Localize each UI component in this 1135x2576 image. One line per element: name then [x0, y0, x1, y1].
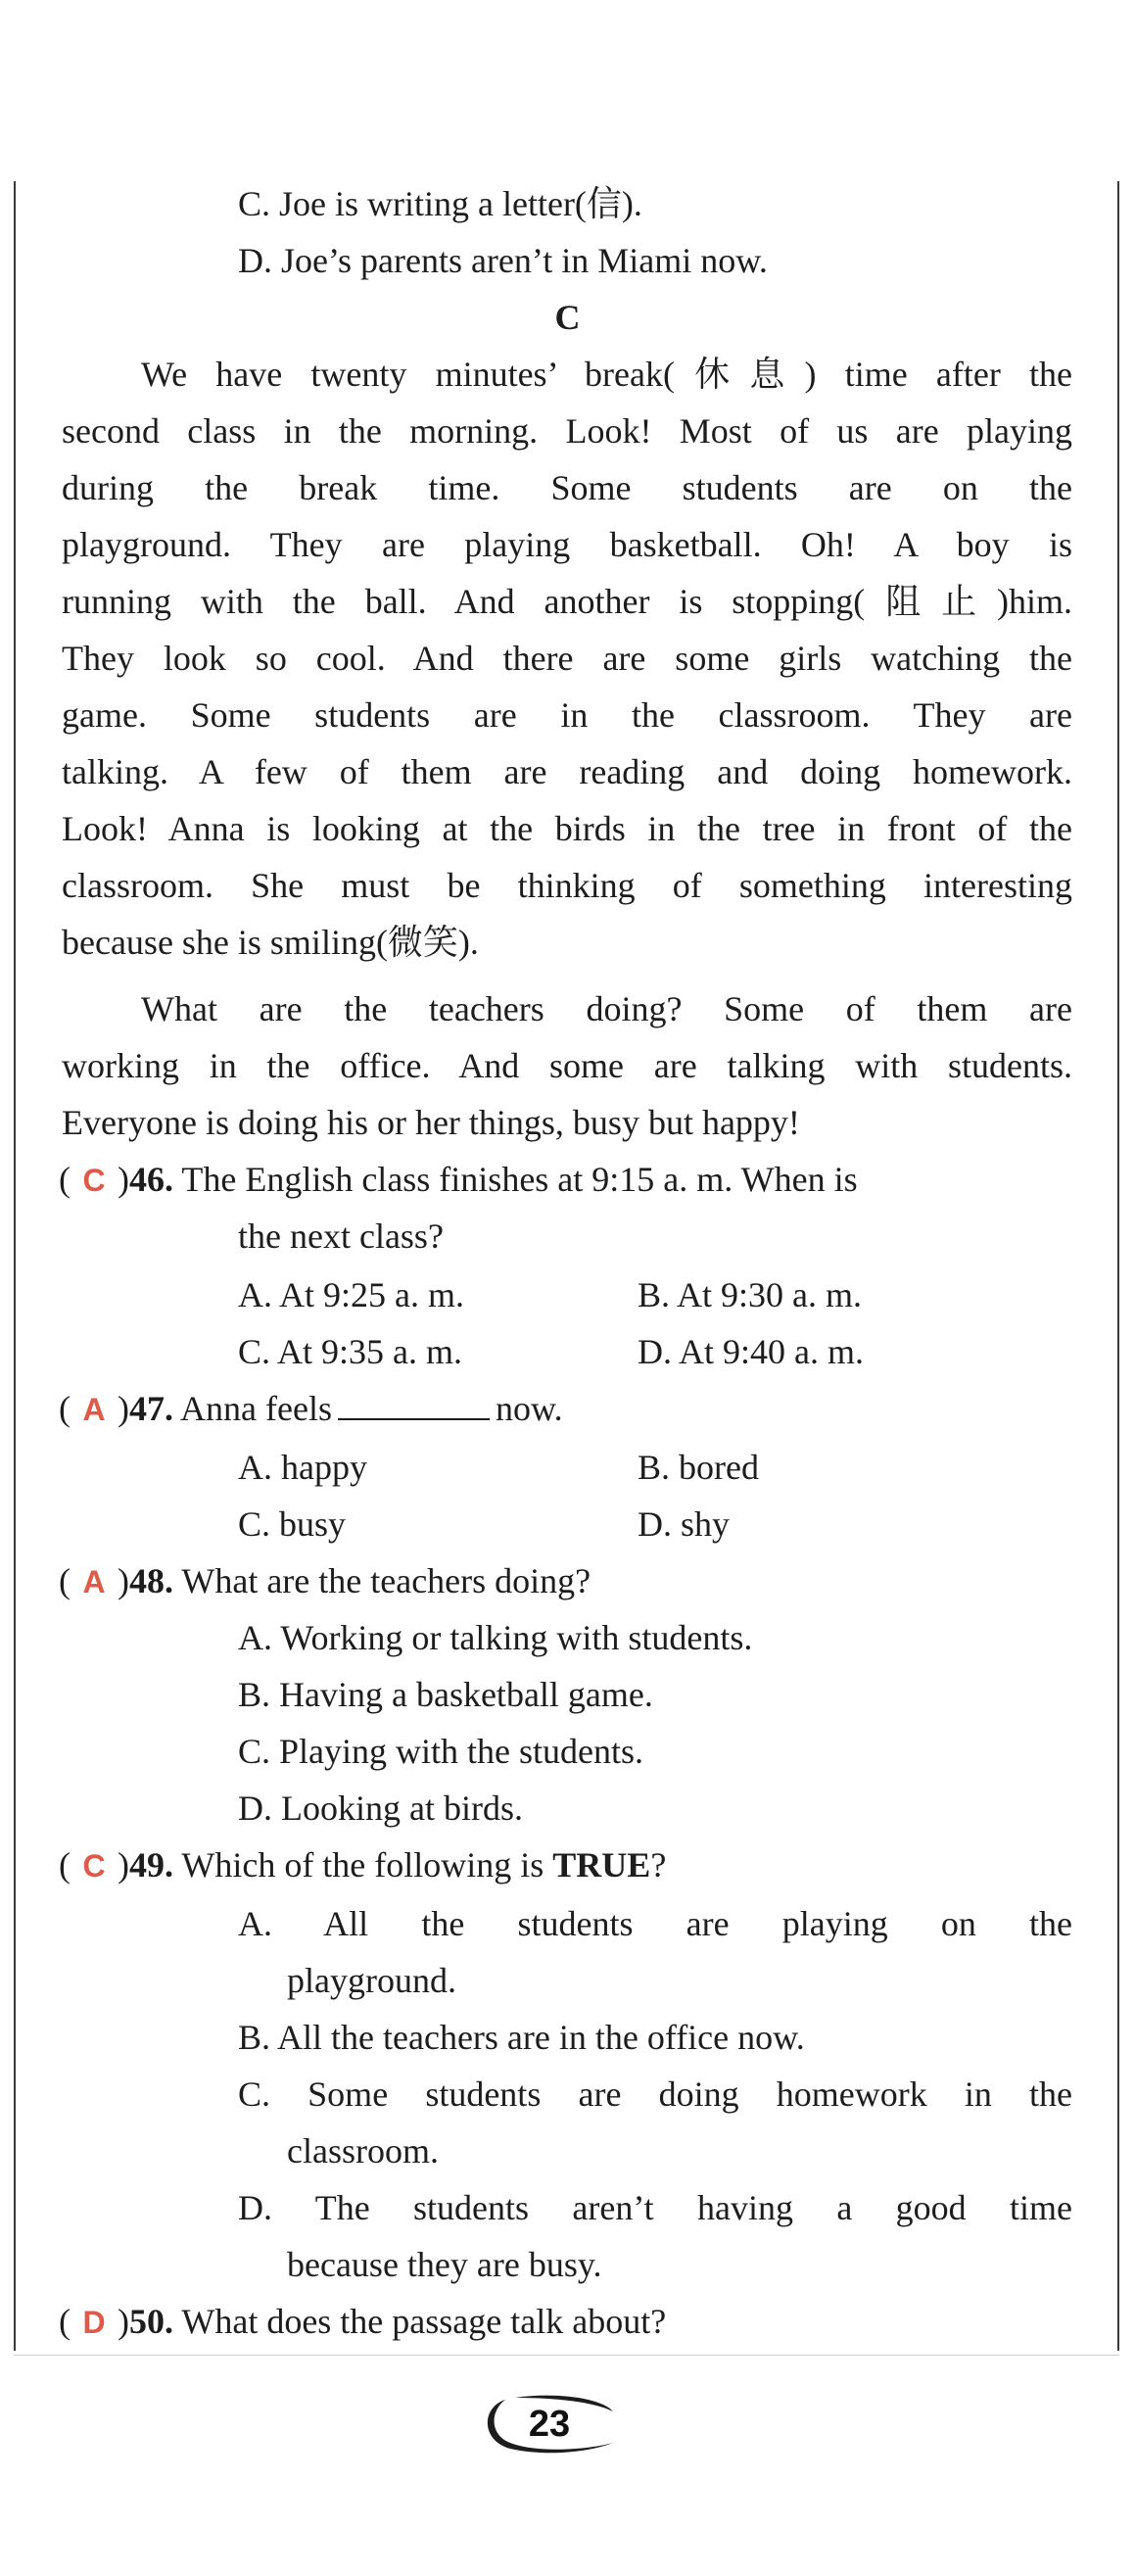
- question-stem: Anna feels: [180, 1389, 332, 1428]
- answer-mark: A: [82, 1392, 106, 1427]
- prev-option-d: D. Joe’s parents aren’t in Miami now.: [238, 241, 768, 280]
- answer-mark: A: [82, 1564, 106, 1599]
- passage-line: We have twenty minutes’ break(休息) time after the: [141, 355, 1072, 394]
- question-number: 46.: [129, 1160, 173, 1199]
- passage-line: talking. A few of them are reading and doing homework.: [62, 752, 1072, 791]
- question-number: 47.: [129, 1389, 173, 1428]
- answer-mark: D: [82, 2305, 106, 2340]
- passage-line: They look so cool. And there are some girls watching the: [62, 639, 1072, 678]
- passage-line: classroom. She must be thinking of something interesting: [62, 866, 1072, 905]
- option-b: B. Having a basketball game.: [238, 1675, 653, 1714]
- option-c: C. busy: [238, 1504, 347, 1544]
- question-number: 49.: [129, 1845, 173, 1884]
- left-margin-line: [14, 181, 16, 2351]
- option-c: C. Some students are doing homework in the: [238, 2075, 1072, 2114]
- passage-line: Look! Anna is looking at the birds in the tree in front of the: [62, 809, 1072, 848]
- answer-blank: [338, 1387, 490, 1420]
- passage-line: during the break time. Some students are on the: [62, 468, 1072, 507]
- answer-mark: C: [82, 1163, 106, 1198]
- question-47: ( A )47. Anna feels now.: [59, 1387, 563, 1431]
- question-stem: What does the passage talk about?: [181, 2302, 667, 2341]
- passage-line: What are the teachers doing? Some of them are: [141, 989, 1072, 1028]
- question-stem-end: ?: [650, 1845, 667, 1884]
- question-50: ( D )50. What does the passage talk about?: [59, 2300, 666, 2344]
- question-number: 48.: [129, 1561, 173, 1600]
- option-d-cont: because they are busy.: [287, 2245, 602, 2284]
- question-number: 50.: [129, 2302, 173, 2341]
- option-c: C. At 9:35 a. m.: [238, 1332, 463, 1371]
- passage-line: playground. They are playing basketball. Oh! A boy is: [62, 525, 1072, 564]
- option-d: D. shy: [638, 1504, 731, 1544]
- question-stem-end: now.: [495, 1389, 563, 1428]
- option-a: A. Working or talking with students.: [238, 1618, 753, 1657]
- option-b: B. At 9:30 a. m.: [638, 1275, 863, 1314]
- option-a: A. All the students are playing on the: [238, 1904, 1072, 1943]
- option-d: D. The students aren’t having a good time: [238, 2188, 1072, 2227]
- option-d: D. At 9:40 a. m.: [638, 1332, 864, 1371]
- passage-line: second class in the morning. Look! Most of us are playing: [62, 411, 1072, 451]
- question-stem: What are the teachers doing?: [181, 1561, 591, 1600]
- option-b: B. bored: [638, 1448, 759, 1487]
- answer-mark: C: [82, 1848, 106, 1884]
- right-margin-line: [1117, 181, 1119, 2351]
- section-heading: C: [554, 298, 581, 337]
- footer-rule: [14, 2355, 1119, 2356]
- option-c-cont: classroom.: [287, 2131, 439, 2171]
- prev-option-c: C. Joe is writing a letter(信).: [238, 184, 642, 223]
- option-a: A. At 9:25 a. m.: [238, 1275, 464, 1314]
- page-number: 23: [528, 2404, 571, 2445]
- option-a: A. happy: [238, 1448, 367, 1487]
- question-49: ( C )49. Which of the following is TRUE?: [59, 1843, 666, 1887]
- question-stem: The English class finishes at 9:15 a. m. When is: [181, 1160, 858, 1199]
- passage-line: working in the office. And some are talking with students.: [62, 1046, 1072, 1085]
- option-d: D. Looking at birds.: [238, 1789, 523, 1828]
- passage-line: because she is smiling(微笑).: [62, 923, 479, 962]
- page-number-badge: [476, 2390, 623, 2458]
- option-c: C. Playing with the students.: [238, 1732, 643, 1771]
- question-46: ( C )46. The English class finishes at 9:15 a. m. When is: [59, 1158, 858, 1202]
- option-b: B. All the teachers are in the office now.: [238, 2018, 805, 2057]
- passage-line: running with the ball. And another is stopping(阻止)him.: [62, 582, 1072, 621]
- question-stem-cont: the next class?: [238, 1216, 444, 1256]
- option-a-cont: playground.: [287, 1961, 456, 2000]
- question-48: ( A )48. What are the teachers doing?: [59, 1559, 591, 1603]
- question-stem-emphasis: TRUE: [552, 1845, 651, 1884]
- passage-line: Everyone is doing his or her things, busy but happy!: [62, 1103, 800, 1142]
- question-stem: Which of the following is: [181, 1845, 544, 1884]
- passage-line: game. Some students are in the classroom. They are: [62, 695, 1072, 735]
